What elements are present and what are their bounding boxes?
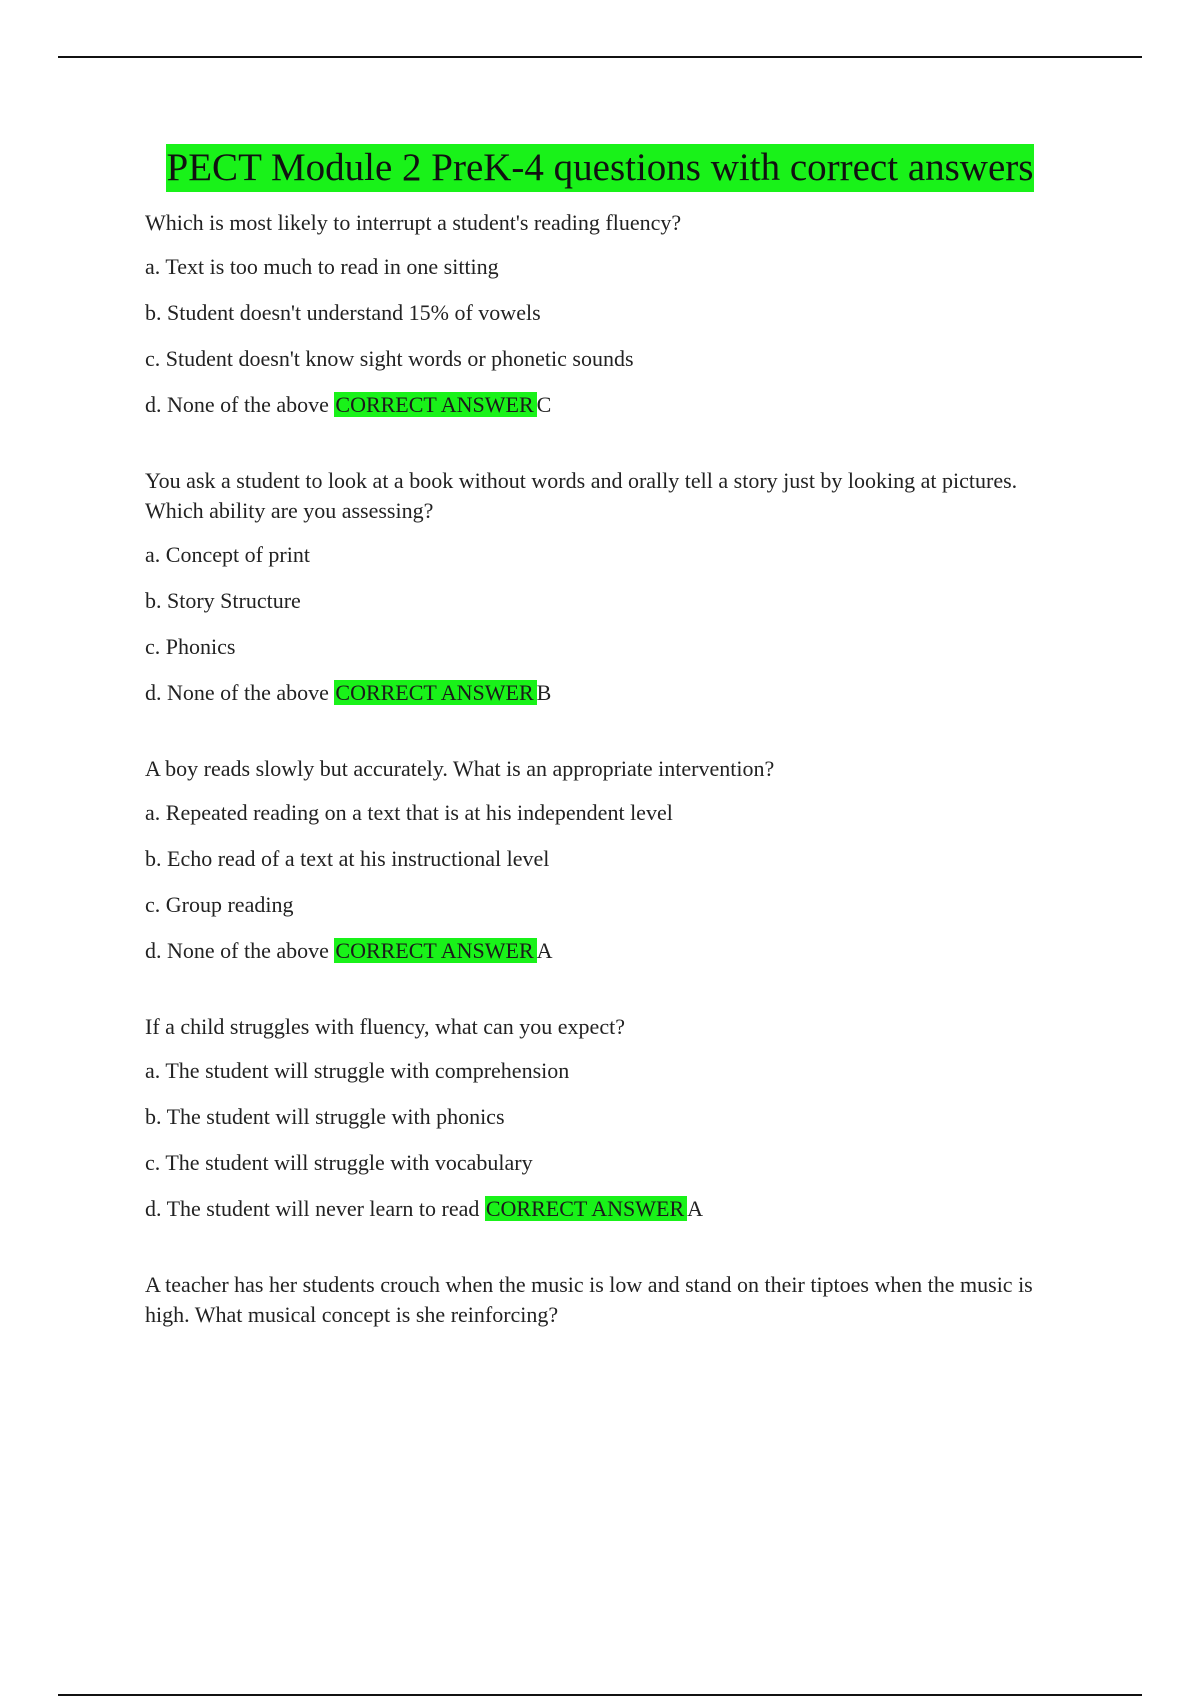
answer-option: c. Phonics [145, 634, 236, 659]
answer-option-text: d. The student will never learn to read [145, 1196, 480, 1221]
document-title: PECT Module 2 PreK-4 questions with correct answers [166, 144, 1035, 192]
answer-option: c. The student will struggle with vocabulary [145, 1150, 533, 1175]
correct-answer-label: CORRECT ANSWER [334, 938, 536, 963]
answer-option-text: d. None of the above [145, 680, 329, 705]
correct-answer-letter: C [536, 392, 552, 417]
question-text: If a child struggles with fluency, what can you expect? [145, 1014, 625, 1039]
question-block [145, 466, 1045, 708]
question-block [145, 1012, 1045, 1224]
answer-option-text: d. None of the above [145, 938, 329, 963]
answer-option: b. Story Structure [145, 588, 301, 613]
question-text: Which is most likely to interrupt a student's reading fluency? [145, 210, 682, 235]
questions-list [145, 208, 1045, 1376]
answer-option-text: d. None of the above [145, 392, 329, 417]
title-container [0, 144, 1200, 192]
question-block [145, 208, 1045, 420]
answer-option-last [145, 1194, 1045, 1224]
header-rule [58, 56, 1142, 58]
answer-option: c. Group reading [145, 892, 294, 917]
answer-option: a. The student will struggle with comprehension [145, 1058, 570, 1083]
answer-option-last [145, 678, 1045, 708]
correct-answer-letter: A [536, 938, 553, 963]
question-text: You ask a student to look at a book without words and orally tell a story just by looking at pictures. Which ability are you assessing? [145, 468, 1018, 523]
question-block [145, 754, 1045, 966]
question-text: A boy reads slowly but accurately. What is an appropriate intervention? [145, 756, 775, 781]
question-block [145, 1270, 1045, 1330]
correct-answer-letter: A [687, 1196, 704, 1221]
correct-answer-letter: B [536, 680, 552, 705]
correct-answer-label: CORRECT ANSWER [485, 1196, 687, 1221]
question-text: A teacher has her students crouch when the music is low and stand on their tiptoes when the music is high. What musical concept is she reinforcing? [145, 1272, 1033, 1327]
answer-option: b. Student doesn't understand 15% of vowels [145, 300, 541, 325]
answer-option: c. Student doesn't know sight words or phonetic sounds [145, 346, 634, 371]
answer-option: a. Concept of print [145, 542, 310, 567]
answer-option: a. Text is too much to read in one sitting [145, 254, 499, 279]
footer-rule [58, 1694, 1142, 1696]
answer-option: b. Echo read of a text at his instructional level [145, 846, 550, 871]
correct-answer-label: CORRECT ANSWER [334, 392, 536, 417]
correct-answer-label: CORRECT ANSWER [334, 680, 536, 705]
answer-option: b. The student will struggle with phonics [145, 1104, 505, 1129]
answer-option-last [145, 390, 1045, 420]
answer-option: a. Repeated reading on a text that is at his independent level [145, 800, 673, 825]
answer-option-last [145, 936, 1045, 966]
